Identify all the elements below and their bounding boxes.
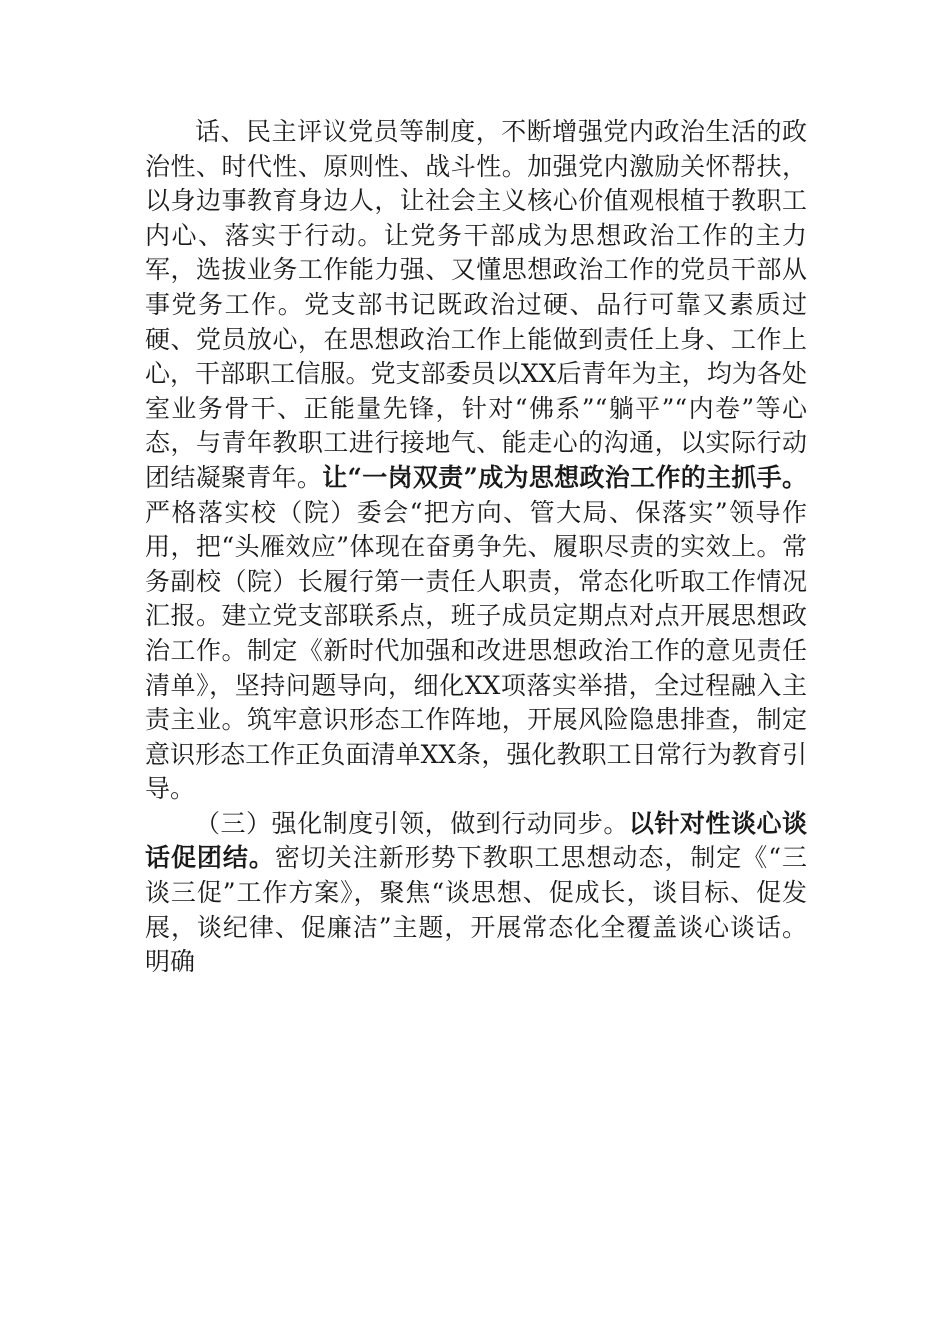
paragraph-2 bbox=[145, 807, 807, 980]
paragraph-2-text: 密切关注新形势下教职工思想动态，制定《“三谈三促”工作方案》，聚焦“谈思想、促成长，谈目标、促发展，谈纪律、促廉洁”主题，开展常态化全覆盖谈心谈话。明确 bbox=[145, 843, 807, 977]
paragraph-1-text-2: 严格落实校（院）委会“把方向、管大局、保落实”领导作用，把“头雁效应”体现在奋勇争先、履职尽责的实效上。常务副校（院）长履行第一责任人职责，常态化听取工作情况汇报。建立党支部联系点，班子成员定期点对点开展思想政治工作。制定《新时代加强和改进思想政治工作的意见责任清单》，坚持问题导向，细化XX项落实举措，全过程融入主责主业。筑牢意识形态工作阵地，开展风险隐患排查，制定意识形态工作正负面清单XX条，强化教职工日常行为教育引导。 bbox=[145, 497, 807, 804]
paragraph-1 bbox=[145, 115, 807, 807]
paragraph-1-bold-heading: 让“一岗双责”成为思想政治工作的主抓手。 bbox=[322, 462, 807, 492]
paragraph-1-text-1: 话、民主评议党员等制度，不断增强党内政治生活的政治性、时代性、原则性、战斗性。加强党内激励关怀帮扶，以身边事教育身边人，让社会主义核心价值观根植于教职工内心、落实于行动。让党务干部成为思想政治工作的主力军，选拔业务工作能力强、又懂思想政治工作的党员干部从事党务工作。党支部书记既政治过硬、品行可靠又素质过硬、党员放心，在思想政治工作上能做到责任上身、工作上心，干部职工信服。党支部委员以XX后青年为主，均为各处室业务骨干、正能量先锋，针对“佛系”“躺平”“内卷”等心态，与青年教职工进行接地气、能走心的沟通，以实际行动团结凝聚青年。 bbox=[145, 117, 807, 492]
section-heading-3: （三）强化制度引领，做到行动同步。 bbox=[195, 808, 629, 838]
document-body bbox=[145, 115, 807, 980]
paragraph-2-bold-heading: 以针对性谈心谈话促团结。 bbox=[145, 808, 807, 873]
